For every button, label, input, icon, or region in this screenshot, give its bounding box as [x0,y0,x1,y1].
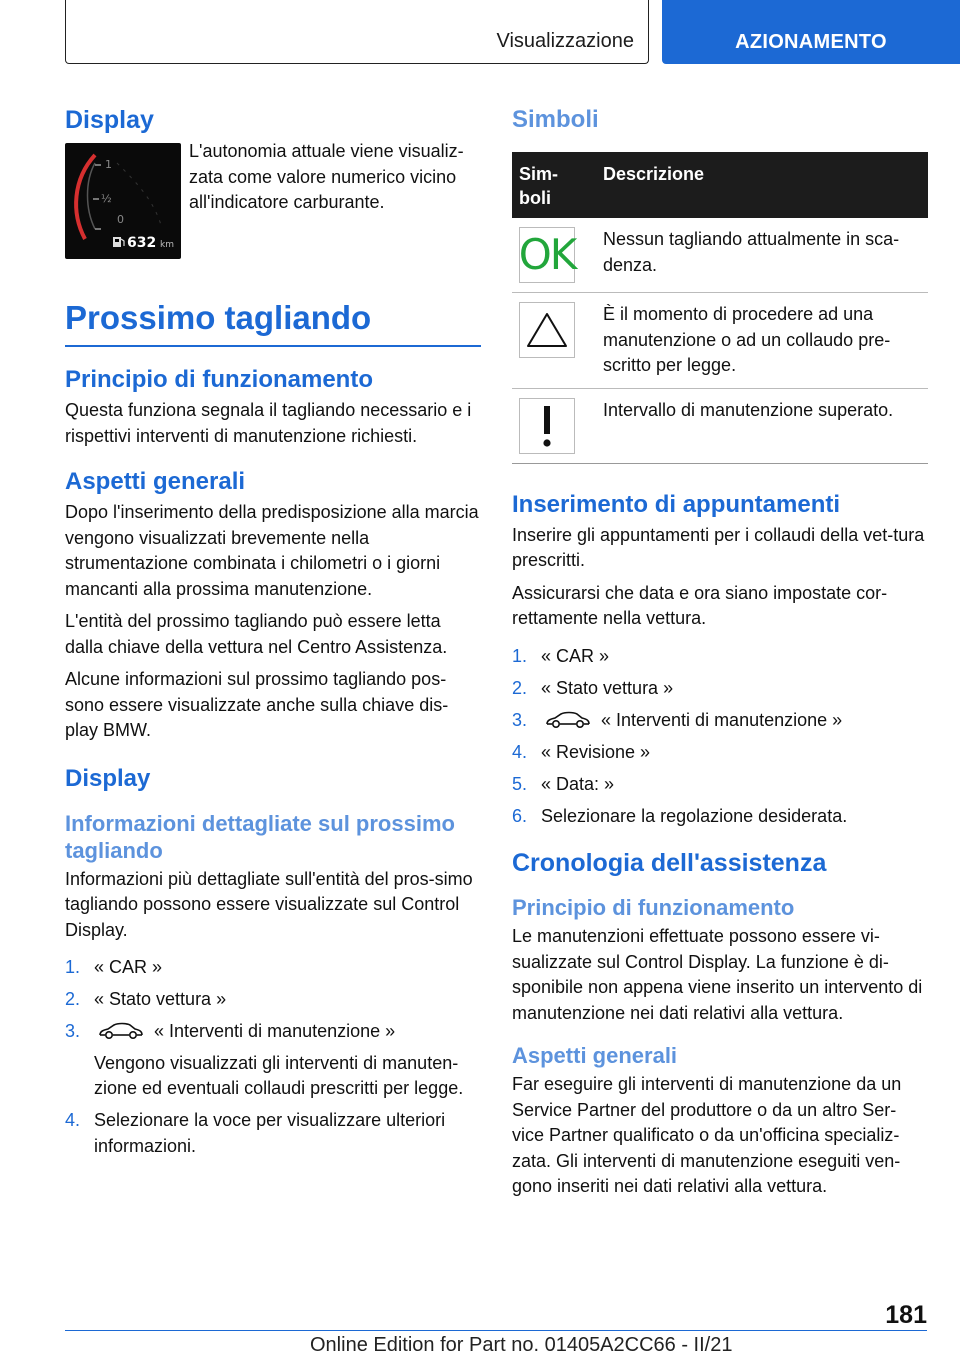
display-heading: Display [65,106,154,134]
principio-heading: Principio di funzionamento [65,366,373,393]
step-number: 2. [65,989,81,1009]
simboli-heading: Simboli [512,106,599,133]
aspetti-paragraph-3: Alcune informazioni sul prossimo tagliando pos-sono essere visualizzate anche sulla chiave dis-play BMW. [65,669,449,740]
instrument-cluster-image [65,143,181,259]
display-section [65,143,481,259]
step-text: « Interventi di manutenzione » [154,1021,396,1041]
car-icon [545,711,591,729]
display-description: L'autonomia attuale viene visualiz-zata come valore numerico vicino all'indicatore carburante. [189,141,464,212]
table-header-row [512,152,928,218]
main-heading: Prossimo tagliando [65,299,481,347]
aspetti-paragraph-1: Dopo l'inserimento della predisposizione alla marcia vengono visualizzati brevemente nella strumentazione combinata i chilometri o i giorni mancanti alla prossima manutenzione. [65,502,479,599]
cronologia-heading: Cronologia dell'assistenza [512,849,827,877]
info-heading: Informazioni dettagliate sul prossimo tagliando [65,810,455,863]
car-icon [98,1022,144,1040]
fuel-pump-icon [113,237,124,247]
table-cell-description: Intervallo di manutenzione superato. [596,388,928,463]
step-text: Selezionare la regolazione desiderata. [541,805,848,826]
aspetti-heading: Aspetti generali [65,468,246,495]
list-item [65,1019,481,1102]
step-text: « Data: » [541,773,615,794]
inserimento-heading: Inserimento di appuntamenti [512,490,841,518]
page-number: 181 [885,1301,927,1329]
footer-divider [65,1330,927,1331]
step-extra-text: Vengono visualizzati gli interventi di manuten-zione ed eventuali collaudi prescritti per legge. [94,1052,464,1098]
step-number: 4. [65,1110,81,1130]
list-item [512,804,928,830]
aspetti-text-2: Far eseguire gli interventi di manutenzione da un Service Partner del produttore o da un altro Ser-vice Partner qualificato o da un'officina specializ-zata. Gli interventi di manutenzione eseguiti ven-gono inseriti nei dati relativi alla vettura. [512,1074,902,1196]
step-number: 2. [512,677,528,698]
step-text: Selezionare la voce per visualizzare ulteriori informazioni. [94,1110,446,1156]
step-number: 3. [65,1021,81,1041]
footer-edition: Online Edition for Part no. 01405A2CC66 - II/21 [310,1334,733,1356]
range-value: 632 [127,235,157,251]
list-item [65,987,481,1013]
header-chapter-tab[interactable]: AZIONAMENTO [662,0,960,64]
header-bar [65,0,649,64]
symbols-table [512,152,928,464]
step-text: « Stato vettura » [541,677,674,698]
range-unit: km [160,240,174,250]
cluster-tick-1: 1 [105,158,112,171]
table-cell-description: È il momento di procedere ad una manutenzione o ad un collaudo pre-scritto per legge. [596,293,928,389]
step-number: 3. [512,709,528,730]
exclamation-icon [519,398,575,454]
cluster-tick-0: 0 [117,213,124,226]
ok-symbol-text: OK [518,230,576,280]
cluster-tick-half: ½ [101,192,112,205]
table-row [512,293,928,389]
inserimento-paragraph-2: Assicurarsi che data e ora siano impostate cor-rettamente nella vettura. [512,582,888,628]
table-row [512,218,928,293]
step-text: « CAR » [541,645,610,666]
left-steps-list [65,955,481,1159]
column-header-description: Descrizione [596,152,928,218]
list-item [512,676,928,702]
principio-text: Questa funziona segnala il tagliando necessario e i rispettivi interventi di manutenzione richiesti. [65,400,472,446]
display-heading-2: Display [65,764,151,792]
step-number: 1. [512,645,528,666]
list-item [512,708,928,734]
list-item [512,644,928,670]
info-text: Informazioni più dettagliate sull'entità del pros-simo tagliando possono essere visualizzate sul Control Display. [65,868,473,940]
principio-heading-2: Principio di funzionamento [512,895,795,920]
ok-symbol [519,227,575,283]
step-number: 4. [512,741,528,762]
principio-text-2: Le manutenzioni effettuate possono essere vi-sualizzate sul Control Display. La funzione è di-sponibile non appena viene inserito un intervento di manutenzione nei dati relativi alla vettura. [512,926,923,1023]
step-text: « Revisione » [541,741,651,762]
step-text: « CAR » [94,957,163,977]
right-column [512,100,928,1200]
list-item [512,772,928,798]
step-number: 6. [512,805,528,826]
step-text: « Interventi di manutenzione » [601,709,843,730]
aspetti-heading-2: Aspetti generali [512,1043,678,1068]
right-steps-list [512,644,928,830]
inserimento-paragraph-1: Inserire gli appuntamenti per i collaudi della vet-tura prescritti. [512,524,925,570]
table-cell-description: Nessun tagliando attualmente in sca-denza. [596,218,928,293]
aspetti-paragraph-2: L'entità del prossimo tagliando può essere letta dalla chiave della vettura nel Centro Assistenza. [65,611,448,657]
column-header-symbols: Sim-boli [512,152,596,218]
list-item [65,1108,481,1159]
step-number: 5. [512,773,528,794]
warning-triangle-icon [519,302,575,358]
list-item [65,955,481,981]
left-column [65,100,481,1166]
step-number: 1. [65,957,81,977]
header-section-title: Visualizzazione [496,30,634,52]
list-item [512,740,928,766]
table-row [512,388,928,463]
step-text: « Stato vettura » [94,989,227,1009]
